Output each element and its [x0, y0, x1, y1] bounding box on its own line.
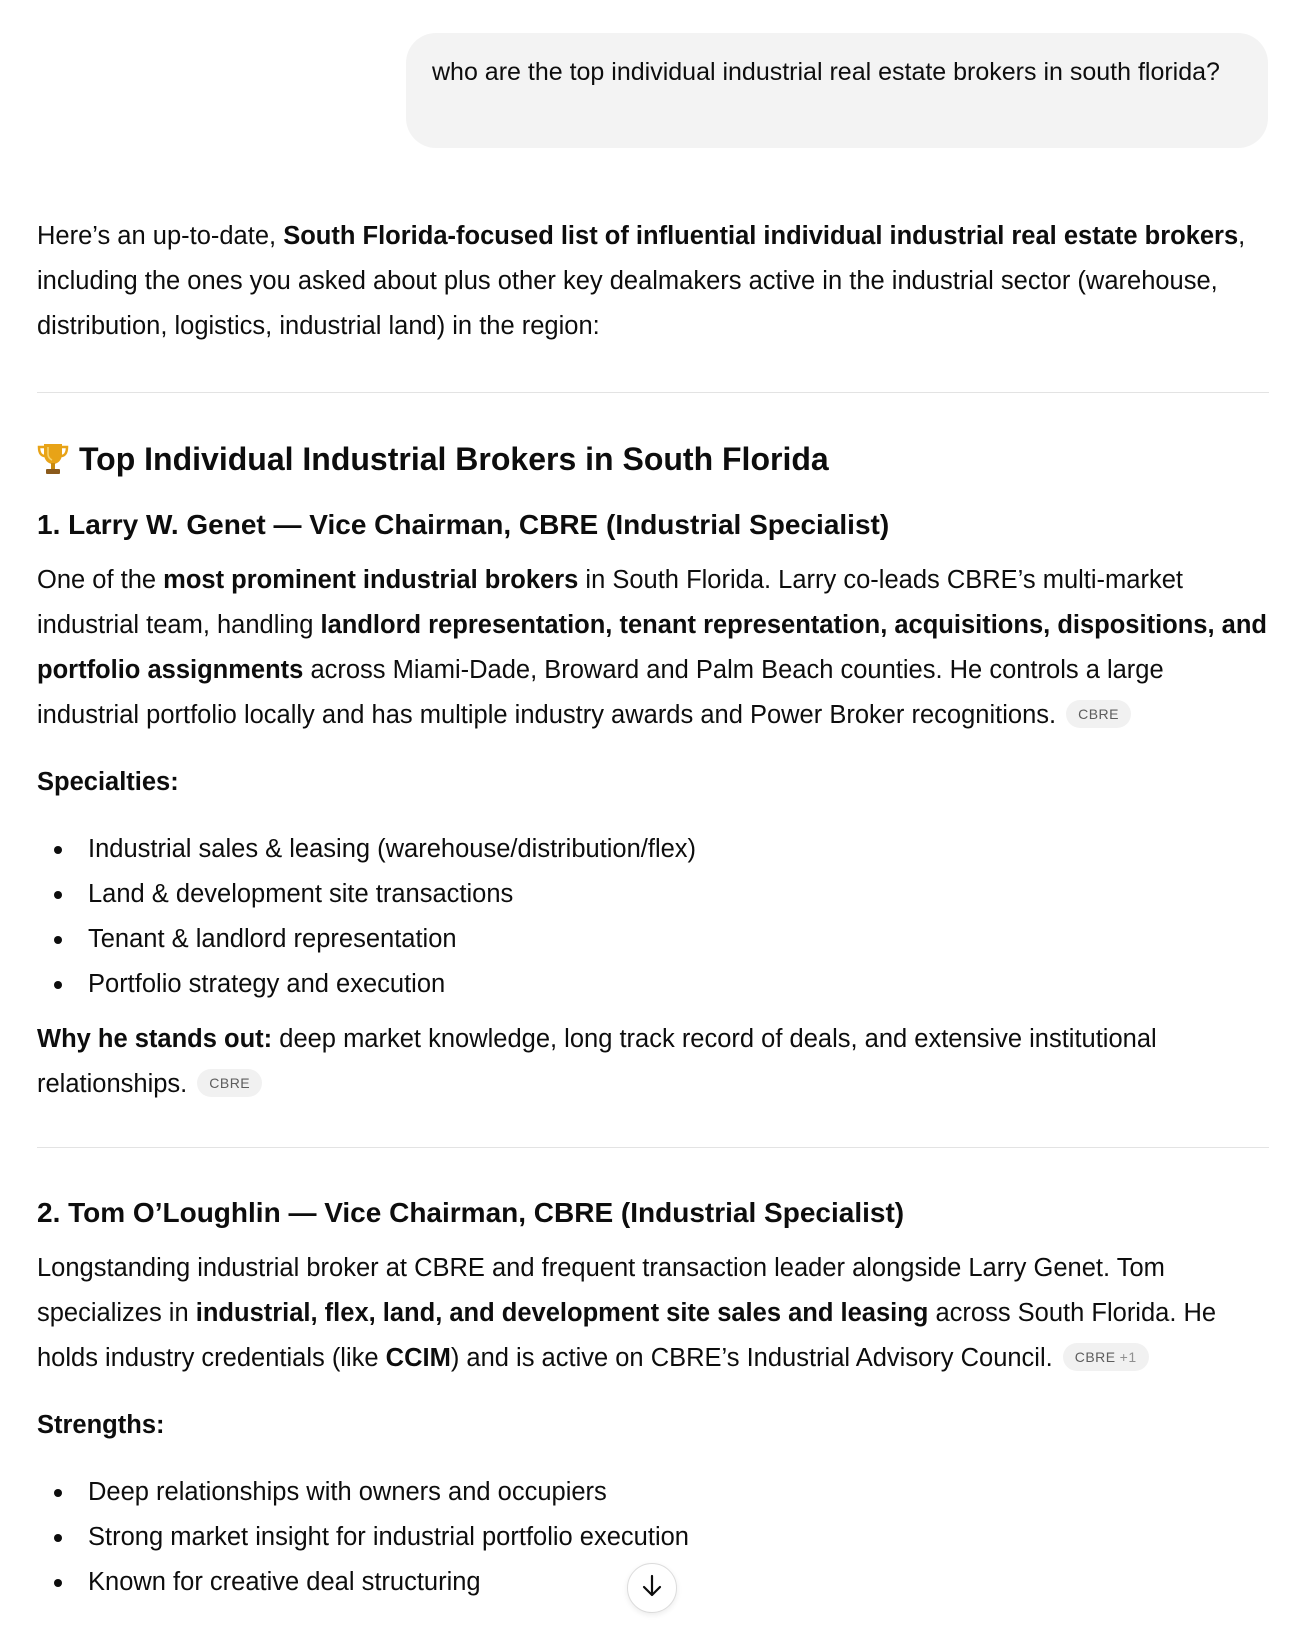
- list-item: Portfolio strategy and execution: [37, 962, 1269, 1007]
- user-message-text: who are the top individual industrial real estate brokers in south florida?: [432, 58, 1220, 86]
- divider: [37, 1147, 1269, 1148]
- specialties-list: [37, 827, 1269, 1007]
- list-heading: [37, 1403, 1269, 1448]
- desc-bold: CCIM: [385, 1344, 451, 1372]
- desc-text: across Miami-Dade, Broward and Palm Beach counties. He controls a large industrial portfolio locally and has multiple industry awards and Power Broker recognitions.: [37, 656, 1164, 729]
- source-chip[interactable]: [1066, 700, 1131, 728]
- list-heading: [37, 760, 1269, 805]
- list-item: Strong market insight for industrial portfolio execution: [37, 1515, 1269, 1560]
- list-item: Tenant & landlord representation: [37, 917, 1269, 962]
- source-chip-label: CBRE: [1074, 1349, 1116, 1366]
- desc-text: across South Florida. He holds industry credentials (like: [37, 1299, 1217, 1372]
- broker-description: [37, 558, 1269, 738]
- user-message-bubble: [406, 33, 1268, 148]
- source-chip-label: CBRE: [209, 1075, 251, 1092]
- why-label: Why he stands out:: [37, 1025, 273, 1053]
- broker-heading: 2. Tom O’Loughlin — Vice Chairman, CBRE (Industrial Specialist): [37, 1197, 905, 1228]
- list-item: Industrial sales & leasing (warehouse/distribution/flex): [37, 827, 1269, 872]
- trophy-icon: [37, 442, 71, 476]
- desc-text: in South Florida. Larry co-leads CBRE’s multi-market industrial team, handling: [37, 566, 1183, 639]
- intro-text-1: Here’s an up-to-date,: [37, 222, 284, 250]
- desc-text: ) and is active on CBRE’s Industrial Advisory Council.: [450, 1344, 1053, 1372]
- list-item: Land & development site transactions: [37, 872, 1269, 917]
- intro-text-2: , including the ones you asked about plus other key dealmakers active in the industrial sector (warehouse, distribution, logistics, industrial land) in the region:: [37, 222, 1246, 340]
- desc-bold: most prominent industrial brokers: [163, 566, 579, 594]
- list-item: Deep relationships with owners and occupiers: [37, 1470, 1269, 1515]
- source-chip[interactable]: [1063, 1343, 1149, 1371]
- source-chip[interactable]: [197, 1069, 262, 1097]
- list-heading-text: Strengths:: [37, 1411, 165, 1439]
- why-text: deep market knowledge, long track record of deals, and extensive institutional relationships.: [37, 1025, 1157, 1098]
- arrow-down-icon: [641, 1574, 663, 1603]
- broker-description: [37, 1246, 1269, 1381]
- assistant-response: [37, 214, 1269, 1605]
- list-item: Known for creative deal structuring: [37, 1560, 1269, 1605]
- intro-bold: South Florida-focused list of influential individual industrial real estate brokers: [283, 222, 1239, 250]
- intro-paragraph: [37, 214, 1269, 349]
- desc-bold: landlord representation, tenant representation, acquisitions, dispositions, and portfolio assignments: [37, 611, 1267, 684]
- desc-bold: industrial, flex, land, and development site sales and leasing: [195, 1299, 929, 1327]
- broker-heading: 1. Larry W. Genet — Vice Chairman, CBRE (Industrial Specialist): [37, 509, 890, 540]
- scroll-down-button[interactable]: [627, 1563, 677, 1613]
- desc-text: One of the: [37, 566, 164, 594]
- source-chip-count: +1: [1119, 1349, 1137, 1366]
- section-heading-text: Top Individual Industrial Brokers in South Florida: [79, 441, 829, 477]
- section-heading: [37, 438, 1269, 480]
- why-paragraph: [37, 1017, 1269, 1107]
- divider: [37, 392, 1269, 393]
- source-chip-label: CBRE: [1078, 706, 1119, 723]
- list-heading-text: Specialties:: [37, 768, 179, 796]
- desc-text: Longstanding industrial broker at CBRE and frequent transaction leader alongside Larry Genet. Tom specializes in: [37, 1254, 1165, 1327]
